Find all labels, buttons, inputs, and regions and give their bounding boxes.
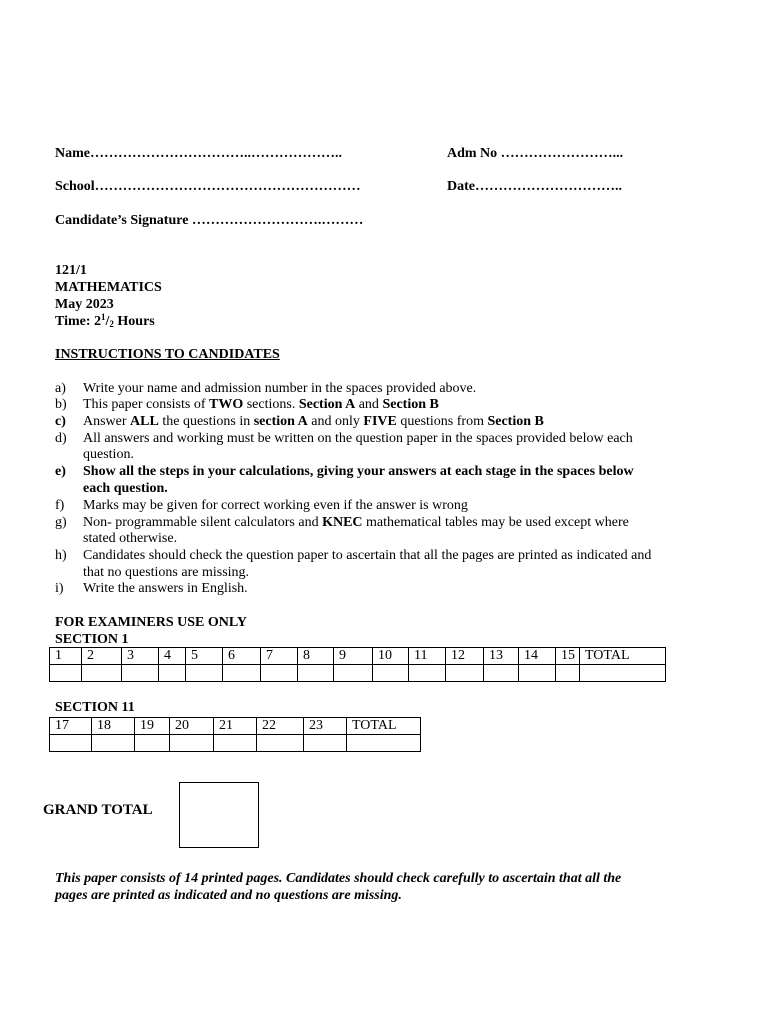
table-header-row [50,718,421,735]
table-header-cell: 4 [159,648,186,665]
table-header-cell: 12 [446,648,484,665]
signature-field-label: Candidate’s Signature ……………………….……… [55,213,364,228]
table-header-cell: 17 [50,718,92,735]
table-header-cell: 15 [556,648,580,665]
table-header-cell: 6 [223,648,261,665]
score-cell[interactable] [223,665,261,682]
footer-note-line-2: pages are printed as indicated and no questions are missing. [55,888,402,903]
table-header-cell: 7 [261,648,298,665]
total-cell[interactable] [347,735,421,752]
table-header-cell: 11 [409,648,446,665]
adm-no-field-label: Adm No ……………………... [447,146,624,161]
score-cell[interactable] [556,665,580,682]
paper-subject: MATHEMATICS [55,280,162,295]
score-cell[interactable] [186,665,223,682]
section-1-title: SECTION 1 [55,632,129,647]
table-header-cell: 18 [92,718,135,735]
score-cell[interactable] [304,735,347,752]
score-cell[interactable] [122,665,159,682]
table-header-cell: 13 [484,648,519,665]
score-cell[interactable] [135,735,170,752]
score-cell[interactable] [257,735,304,752]
grand-total-box[interactable] [179,782,259,848]
table-header-cell: 9 [334,648,373,665]
table-header-cell: 1 [50,648,82,665]
table-header-cell: 21 [214,718,257,735]
table-header-cell: 23 [304,718,347,735]
table-header-cell: 19 [135,718,170,735]
table-header-cell: 3 [122,648,159,665]
total-cell[interactable] [580,665,666,682]
table-header-cell: 2 [82,648,122,665]
table-header-cell: 5 [186,648,223,665]
paper-time: Time: $2^1/2$ Hours [55,312,155,329]
table-header-cell: 20 [170,718,214,735]
table-header-cell: 10 [373,648,409,665]
score-cell[interactable] [409,665,446,682]
date-field-label: Date………………………….. [447,179,622,194]
section-2-title: SECTION 11 [55,700,135,715]
score-cell[interactable] [519,665,556,682]
table-header-cell: TOTAL [580,648,666,665]
score-cell[interactable] [261,665,298,682]
table-header-row [50,648,666,665]
table-header-cell: 8 [298,648,334,665]
paper-date: May 2023 [55,297,114,312]
table-score-row [50,665,666,682]
name-field-label: Name……………………………..……………….. [55,146,342,161]
table-header-cell: 14 [519,648,556,665]
score-cell[interactable] [446,665,484,682]
score-cell[interactable] [484,665,519,682]
section-1-score-table [49,647,666,682]
score-cell[interactable] [82,665,122,682]
score-cell[interactable] [92,735,135,752]
table-header-cell: 22 [257,718,304,735]
grand-total-label: GRAND TOTAL [43,802,153,818]
instructions-heading: INSTRUCTIONS TO CANDIDATES [55,347,280,362]
paper-code: 121/1 [55,263,87,278]
examiners-heading: FOR EXAMINERS USE ONLY [55,615,248,630]
score-cell[interactable] [298,665,334,682]
score-cell[interactable] [159,665,186,682]
score-cell[interactable] [50,735,92,752]
score-cell[interactable] [50,665,82,682]
score-cell[interactable] [334,665,373,682]
score-cell[interactable] [214,735,257,752]
section-2-score-table [49,717,421,752]
table-header-cell: TOTAL [347,718,421,735]
table-score-row [50,735,421,752]
footer-note-line-1: This paper consists of 14 printed pages. Candidates should check carefully to ascertain that all the [55,871,622,886]
score-cell[interactable] [373,665,409,682]
school-field-label: School………………………………………………… [55,179,361,194]
score-cell[interactable] [170,735,214,752]
